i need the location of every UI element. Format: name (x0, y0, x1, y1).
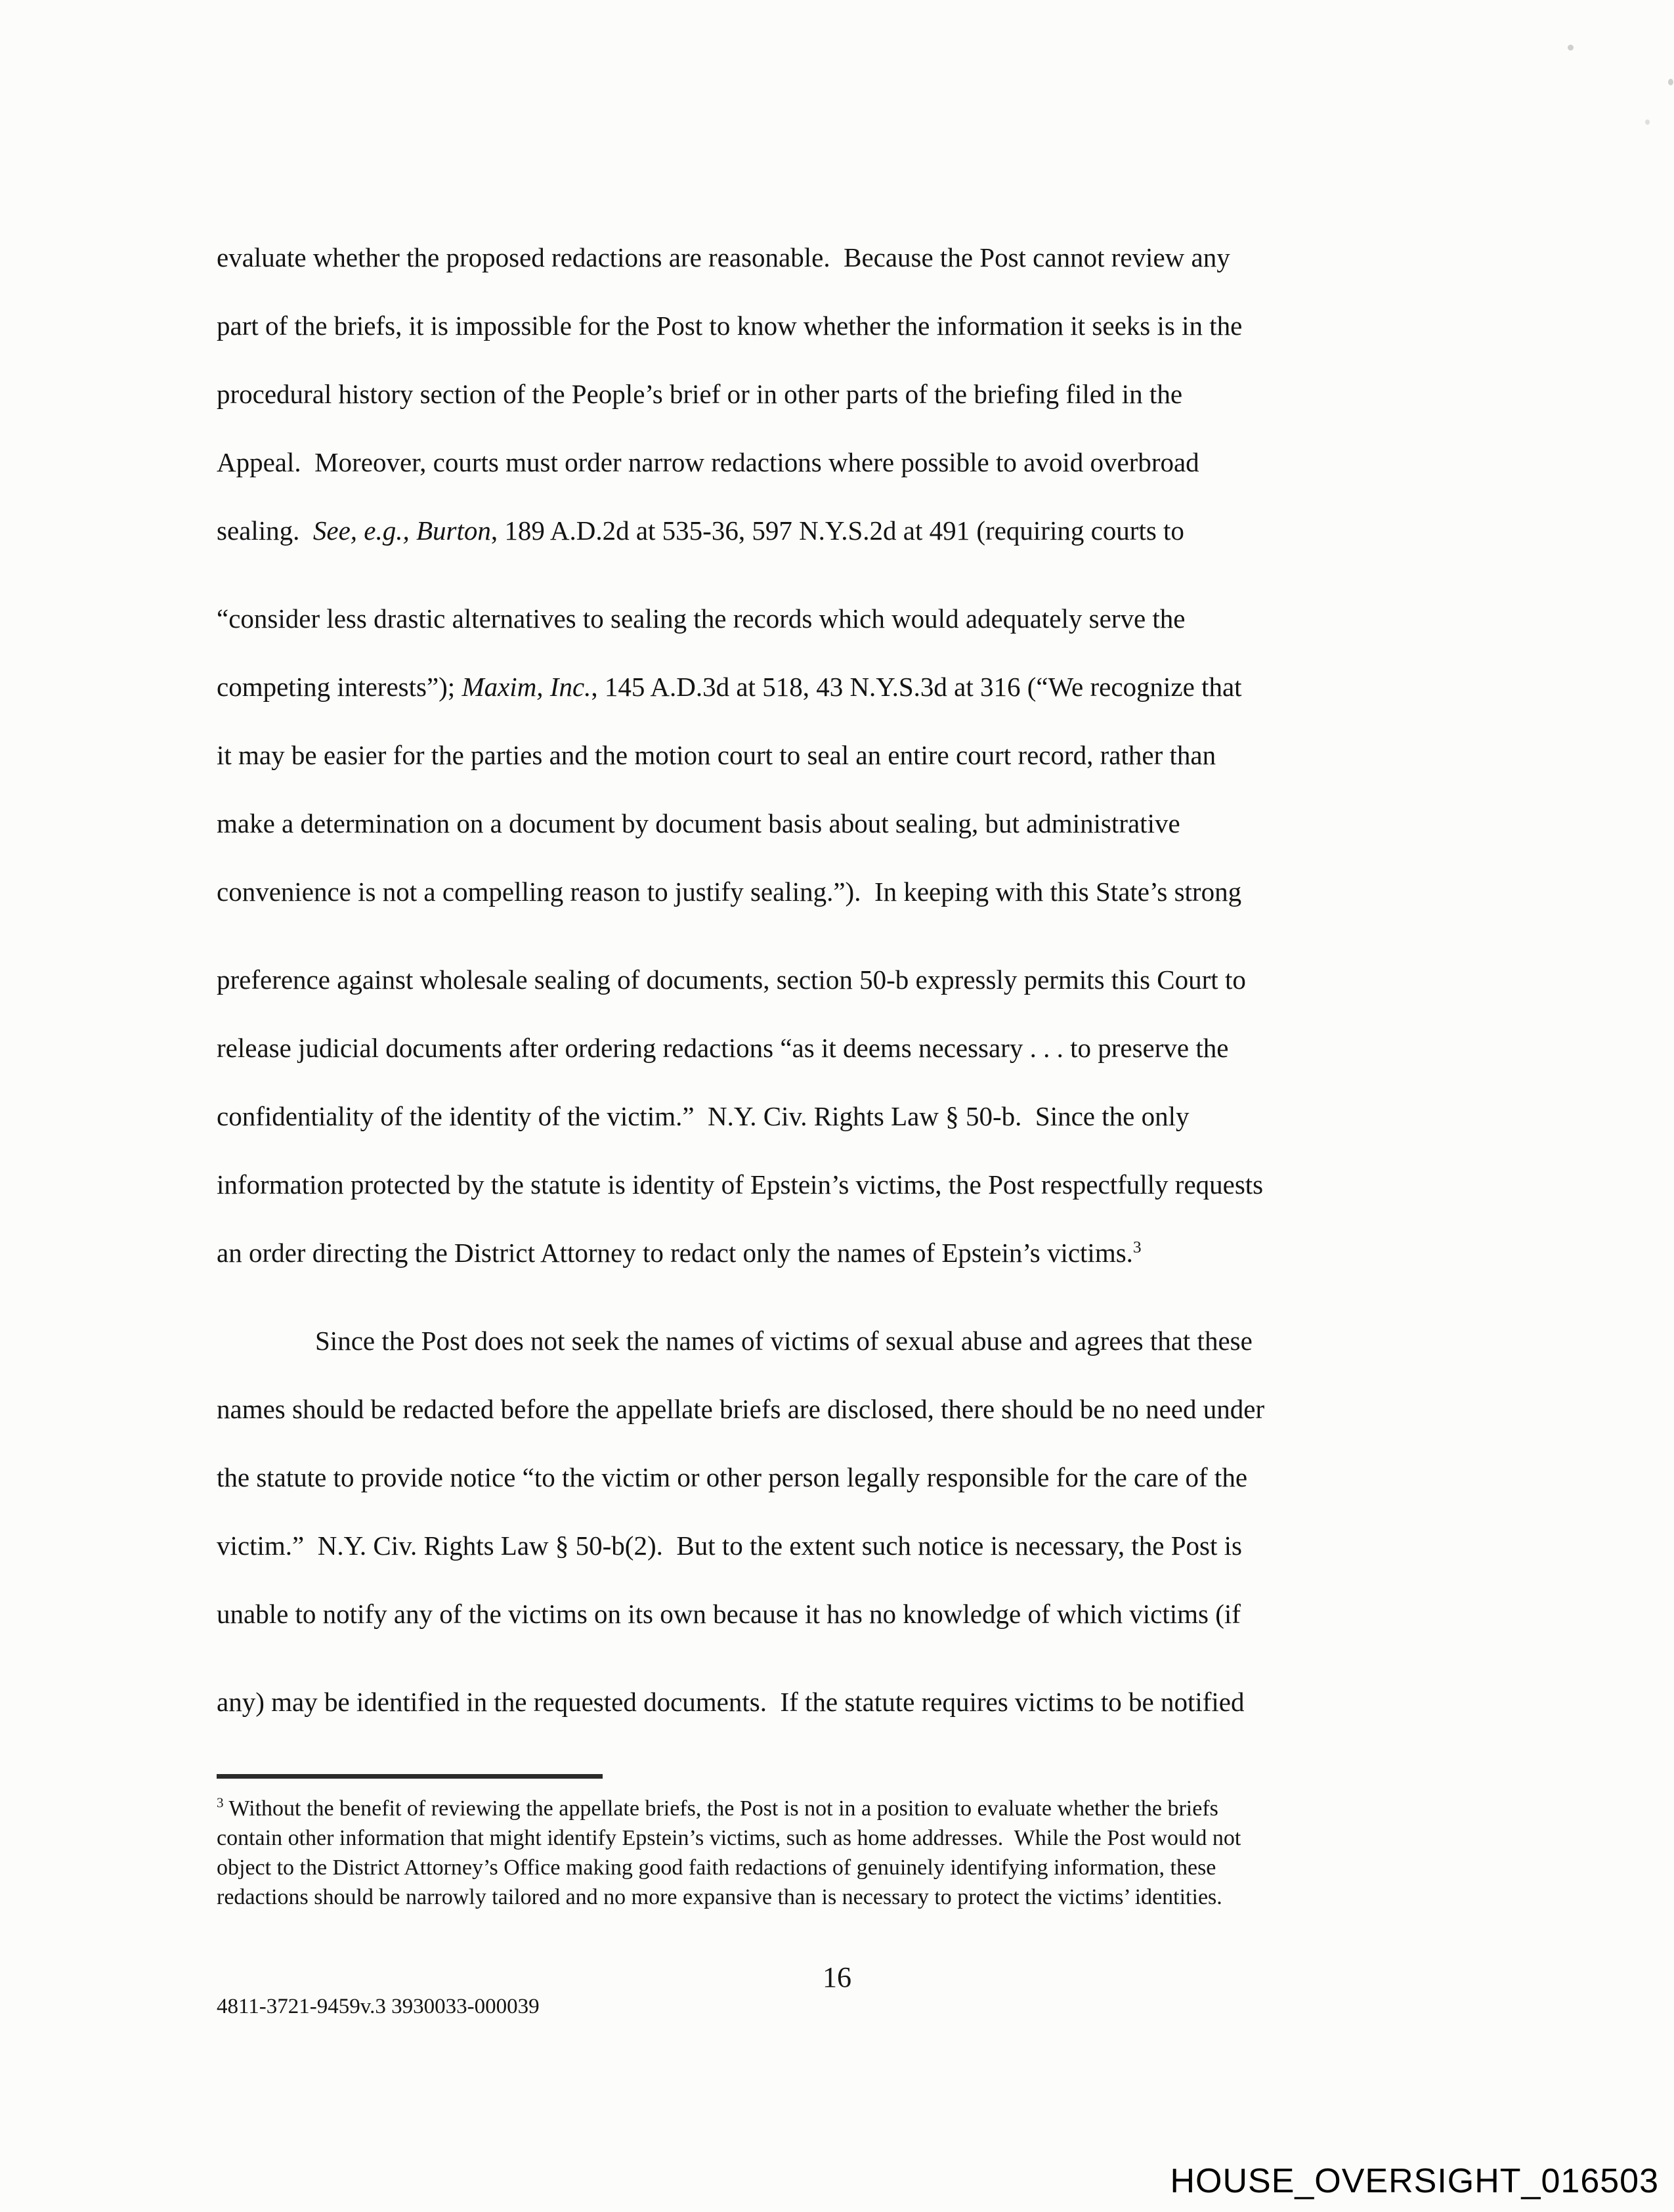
text-line: the statute to provide notice “to the victim or other person legally responsible for the care of the (217, 1462, 1248, 1492)
text-line: “consider less drastic alternatives to sealing the records which would adequately serve the (217, 603, 1186, 634)
text-line: preference against wholesale sealing of documents, section 50-b expressly permits this Court to (217, 965, 1246, 995)
text-line: Appeal. Moreover, courts must order narrow redactions where possible to avoid overbroad (217, 447, 1199, 477)
bates-stamp: HOUSE_OVERSIGHT_016503 (1170, 2162, 1659, 2200)
paragraph-1 (217, 223, 1457, 1287)
text-line: contain other information that might identify Epstein’s victims, such as home addresses. While the Post would not (217, 1826, 1241, 1850)
text-line: release judicial documents after ordering redactions “as it deems necessary . . . to preserve the (217, 1033, 1229, 1063)
text-line: confidentiality of the identity of the victim.” N.Y. Civ. Rights Law § 50-b. Since the only (217, 1101, 1190, 1131)
page-number: 16 (823, 1961, 851, 1993)
scan-speck (1668, 79, 1673, 85)
text-line: $^3$ Without the benefit of reviewing the appellate briefs, the Post is not in a position to evaluate whether the briefs (217, 1794, 1218, 1821)
scan-speck (1645, 119, 1650, 125)
scan-speck (1568, 45, 1574, 51)
paragraph-2 (217, 1307, 1457, 1736)
text-line: sealing. See, e.g., Burton, 189 A.D.2d at 535-36, 597 N.Y.S.2d at 491 (requiring courts to (217, 515, 1184, 546)
text-line: victim.” N.Y. Civ. Rights Law § 50-b(2). But to the extent such notice is necessary, the Post is (217, 1530, 1242, 1561)
text-line: information protected by the statute is identity of Epstein’s victims, the Post respectfully requests (217, 1169, 1264, 1200)
text-line: competing interests”); Maxim, Inc., 145 A.D.3d at 518, 43 N.Y.S.3d at 316 (“We recognize that (217, 672, 1242, 702)
text-line: redactions should be narrowly tailored and no more expansive than is necessary to protect the victims’ identities. (217, 1885, 1222, 1909)
text-line: any) may be identified in the requested documents. If the statute requires victims to be notified (217, 1687, 1245, 1717)
text-line: names should be redacted before the appellate briefs are disclosed, there should be no need under (217, 1394, 1265, 1424)
document-id: 4811-3721-9459v.3 3930033-000039 (217, 1995, 540, 2018)
text-line: make a determination on a document by document basis about sealing, but administrative (217, 808, 1180, 838)
body-text (217, 223, 1457, 1736)
text-line: procedural history section of the People’s brief or in other parts of the briefing filed in the (217, 379, 1183, 409)
text-line: convenience is not a compelling reason to justify sealing.”). In keeping with this State’s strong (217, 877, 1242, 907)
footnote (217, 1794, 1457, 1912)
text-line: an order directing the District Attorney to redact only the names of Epstein’s victims.$^3$ (217, 1238, 1142, 1268)
text-line: it may be easier for the parties and the motion court to seal an entire court record, rather than (217, 740, 1216, 770)
text-line: evaluate whether the proposed redactions are reasonable. Because the Post cannot review any (217, 242, 1230, 272)
text-line: part of the briefs, it is impossible for the Post to know whether the information it seeks is in the (217, 311, 1243, 341)
text-line: unable to notify any of the victims on its own because it has no knowledge of which victims (if (217, 1599, 1241, 1629)
footnote-separator (217, 1774, 603, 1779)
text-line: Since the Post does not seek the names of victims of sexual abuse and agrees that these (315, 1326, 1253, 1356)
text-line: object to the District Attorney’s Office making good faith redactions of genuinely identifying information, these (217, 1855, 1216, 1880)
